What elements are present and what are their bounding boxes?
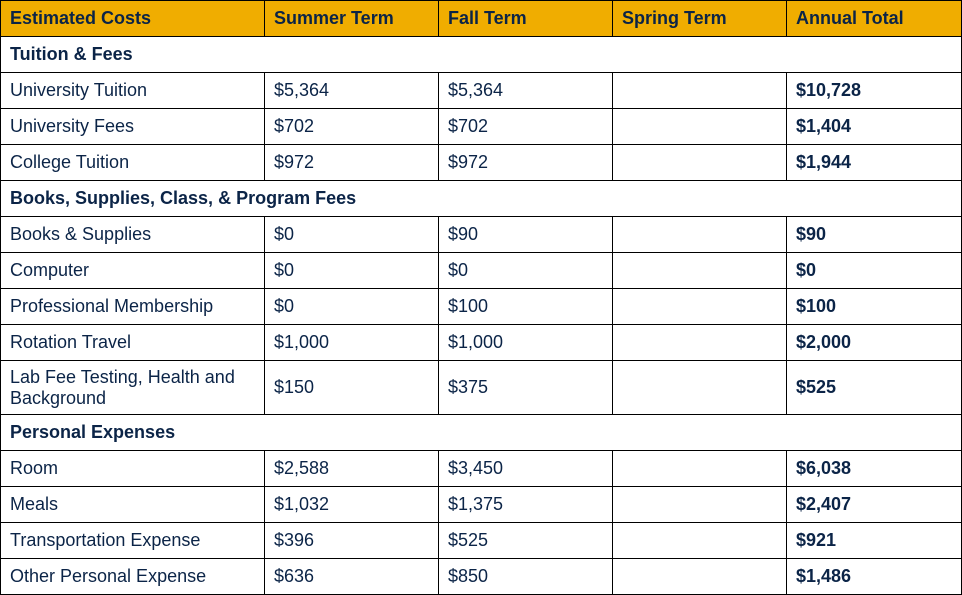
table-header: [1, 1, 962, 37]
spring-term-value: [613, 487, 787, 523]
fall-term-value: $850: [439, 559, 613, 595]
section-row: [1, 181, 962, 217]
cost-label: Rotation Travel: [1, 325, 265, 361]
table-row: [1, 325, 962, 361]
spring-term-value: [613, 451, 787, 487]
spring-term-value: [613, 289, 787, 325]
section-title: Tuition & Fees: [1, 37, 962, 73]
table-row: [1, 487, 962, 523]
spring-term-value: [613, 109, 787, 145]
fall-term-value: $525: [439, 523, 613, 559]
cost-label: Books & Supplies: [1, 217, 265, 253]
table-row: [1, 253, 962, 289]
summer-term-value: $2,588: [265, 451, 439, 487]
fall-term-value: $1,000: [439, 325, 613, 361]
fall-term-value: $0: [439, 253, 613, 289]
annual-total-value: $525: [787, 361, 962, 415]
annual-total-value: $1,486: [787, 559, 962, 595]
fall-term-value: $375: [439, 361, 613, 415]
cost-label: College Tuition: [1, 145, 265, 181]
annual-total-value: $10,728: [787, 73, 962, 109]
header-row: [1, 1, 962, 37]
cost-label: Meals: [1, 487, 265, 523]
section-title: Books, Supplies, Class, & Program Fees: [1, 181, 962, 217]
cost-label: Professional Membership: [1, 289, 265, 325]
annual-total-value: $2,407: [787, 487, 962, 523]
spring-term-value: [613, 325, 787, 361]
spring-term-value: [613, 73, 787, 109]
spring-term-value: [613, 361, 787, 415]
table-row: [1, 217, 962, 253]
table-body: [1, 37, 962, 595]
summer-term-value: $5,364: [265, 73, 439, 109]
header-fall-term: Fall Term: [439, 1, 613, 37]
table-row: [1, 361, 962, 415]
spring-term-value: [613, 253, 787, 289]
cost-label: Lab Fee Testing, Health and Background: [1, 361, 265, 415]
header-estimated-costs: Estimated Costs: [1, 1, 265, 37]
cost-label: Room: [1, 451, 265, 487]
header-summer-term: Summer Term: [265, 1, 439, 37]
summer-term-value: $0: [265, 253, 439, 289]
fall-term-value: $3,450: [439, 451, 613, 487]
annual-total-value: $2,000: [787, 325, 962, 361]
table-row: [1, 523, 962, 559]
table-row: [1, 289, 962, 325]
fall-term-value: $972: [439, 145, 613, 181]
section-row: [1, 37, 962, 73]
fall-term-value: $5,364: [439, 73, 613, 109]
spring-term-value: [613, 559, 787, 595]
section-row: [1, 415, 962, 451]
spring-term-value: [613, 523, 787, 559]
fall-term-value: $90: [439, 217, 613, 253]
annual-total-value: $90: [787, 217, 962, 253]
cost-label: Other Personal Expense: [1, 559, 265, 595]
header-annual-total: Annual Total: [787, 1, 962, 37]
table-row: [1, 451, 962, 487]
table-row: [1, 559, 962, 595]
fall-term-value: $100: [439, 289, 613, 325]
summer-term-value: $972: [265, 145, 439, 181]
summer-term-value: $1,000: [265, 325, 439, 361]
summer-term-value: $636: [265, 559, 439, 595]
annual-total-value: $100: [787, 289, 962, 325]
table-row: [1, 109, 962, 145]
cost-label: Computer: [1, 253, 265, 289]
section-title: Personal Expenses: [1, 415, 962, 451]
table-row: [1, 73, 962, 109]
table-row: [1, 145, 962, 181]
annual-total-value: $1,404: [787, 109, 962, 145]
summer-term-value: $396: [265, 523, 439, 559]
cost-label: Transportation Expense: [1, 523, 265, 559]
annual-total-value: $921: [787, 523, 962, 559]
cost-label: University Tuition: [1, 73, 265, 109]
summer-term-value: $1,032: [265, 487, 439, 523]
header-spring-term: Spring Term: [613, 1, 787, 37]
annual-total-value: $1,944: [787, 145, 962, 181]
cost-label: University Fees: [1, 109, 265, 145]
spring-term-value: [613, 145, 787, 181]
summer-term-value: $150: [265, 361, 439, 415]
summer-term-value: $0: [265, 217, 439, 253]
fall-term-value: $702: [439, 109, 613, 145]
spring-term-value: [613, 217, 787, 253]
annual-total-value: $0: [787, 253, 962, 289]
summer-term-value: $702: [265, 109, 439, 145]
summer-term-value: $0: [265, 289, 439, 325]
annual-total-value: $6,038: [787, 451, 962, 487]
fall-term-value: $1,375: [439, 487, 613, 523]
